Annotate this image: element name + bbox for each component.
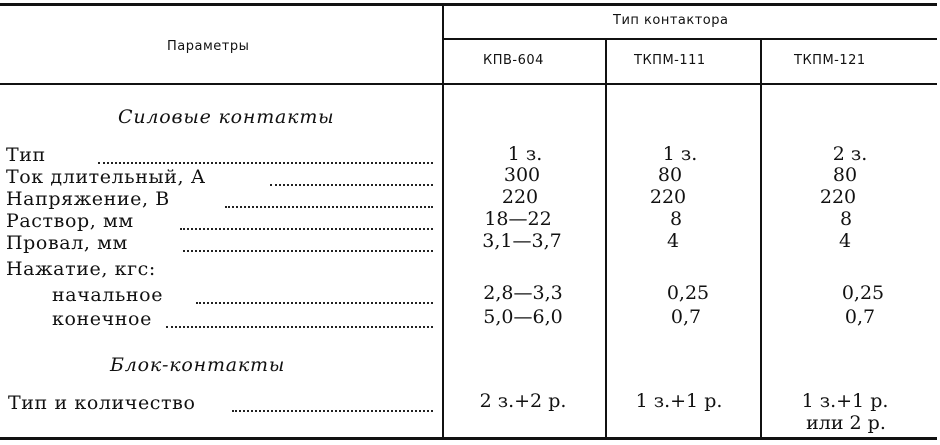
value-tkpm111: 1 з.	[662, 143, 698, 165]
top-rule	[0, 3, 937, 6]
value-kpv604: 220	[501, 186, 539, 208]
row-label-opening: Раствор, мм	[6, 210, 134, 232]
leader-dots	[166, 324, 433, 328]
group-subheader-rule	[443, 38, 937, 40]
row-label-voltage: Напряжение, В	[6, 188, 170, 210]
row-label-current: Ток длительный, А	[6, 166, 206, 188]
row-label-pressure: Нажатие, кгс:	[6, 258, 156, 280]
column-divider-2	[760, 39, 762, 437]
row-label-type-and-count: Тип и количество	[8, 392, 196, 414]
value-tkpm111: 0,7	[670, 306, 702, 328]
column-header-tkpm121: ТКПМ-121	[794, 53, 866, 68]
value-kpv604: 5,0—6,0	[483, 306, 563, 328]
value-tkpm111: 8	[669, 208, 683, 230]
column-header-kpv604: КПВ-604	[483, 53, 544, 68]
value-tkpm111: 1 з.+1 р.	[635, 390, 723, 412]
value-tkpm121: 4	[838, 230, 852, 252]
value-tkpm111: 80	[657, 164, 683, 186]
bottom-rule	[0, 437, 937, 440]
value-tkpm121: 220	[819, 186, 857, 208]
value-tkpm121: 2 з.	[832, 143, 868, 165]
row-label-final: конечное	[52, 308, 152, 330]
header-bottom-rule	[0, 83, 937, 85]
column-divider-1	[605, 39, 607, 437]
value-tkpm121: 80	[832, 164, 858, 186]
column-header-tkpm111: ТКПМ-111	[634, 53, 706, 68]
value-kpv604: 3,1—3,7	[482, 230, 562, 252]
value-tkpm111: 4	[666, 230, 680, 252]
value-tkpm121: 0,25	[841, 282, 885, 304]
leader-dots	[225, 204, 433, 208]
value-kpv604: 2 з.+2 р.	[479, 390, 567, 412]
value-kpv604: 1 з.	[507, 143, 543, 165]
section-title-block-contacts: Блок-контакты	[110, 354, 286, 376]
value-tkpm121: 1 з.+1 р.	[801, 390, 889, 412]
value-tkpm121-alt: или 2 р.	[806, 412, 886, 434]
value-tkpm111: 0,25	[666, 282, 710, 304]
value-kpv604: 18—22	[484, 208, 552, 230]
leader-dots	[270, 182, 433, 186]
leader-dots	[232, 408, 433, 412]
leader-dots	[180, 226, 433, 230]
leader-dots	[196, 300, 433, 304]
value-tkpm111: 220	[649, 186, 687, 208]
row-label-overtravel: Провал, мм	[6, 232, 128, 254]
contactor-type-header: Тип контактора	[613, 13, 729, 28]
row-label-initial: начальное	[52, 284, 164, 306]
value-tkpm121: 8	[839, 208, 853, 230]
params-header: Параметры	[167, 39, 250, 54]
params-column-divider	[442, 5, 444, 437]
section-title-power-contacts: Силовые контакты	[118, 106, 335, 128]
value-kpv604: 300	[503, 164, 541, 186]
leader-dots	[183, 248, 433, 252]
value-kpv604: 2,8—3,3	[483, 282, 563, 304]
row-label-type: Тип	[6, 144, 46, 166]
value-tkpm121: 0,7	[844, 306, 876, 328]
leader-dots	[98, 160, 433, 164]
